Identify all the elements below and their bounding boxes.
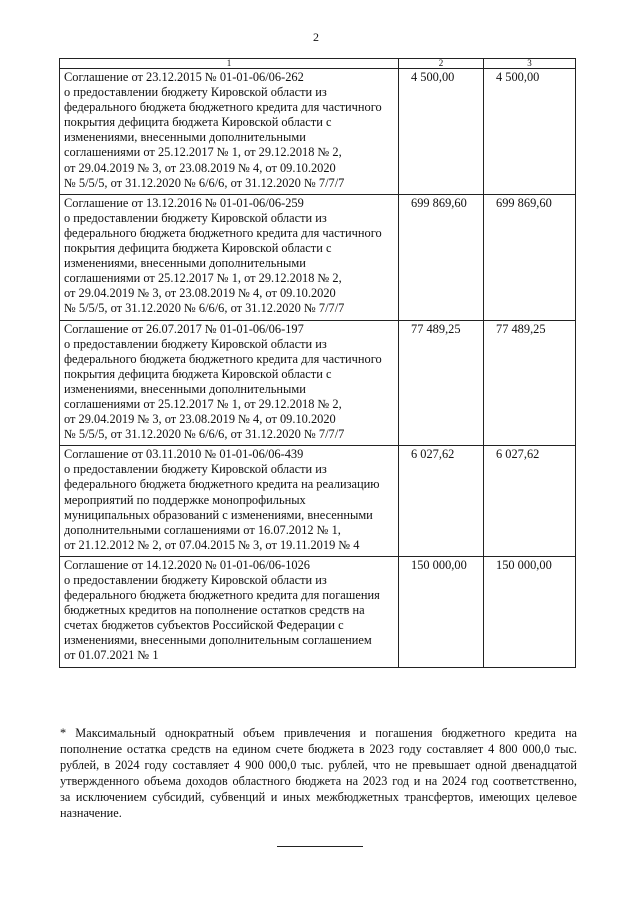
agreement-text-line: изменениями, внесенными дополнительными [64, 381, 306, 396]
agreement-text-line: о предоставлении бюджету Кировской области из [64, 336, 327, 351]
amount-col3: 4 500,00 [484, 69, 576, 195]
agreement-text-line: счетах бюджетов субъектов Российской Федерации с [64, 618, 344, 633]
agreement-text-line: от 01.07.2021 № 1 [64, 648, 159, 663]
amount-col2: 6 027,62 [399, 446, 484, 557]
amount-col2: 699 869,60 [399, 194, 484, 320]
column-header-3: 3 [484, 59, 576, 69]
column-header-1: 1 [60, 59, 399, 69]
agreement-text-line: федерального бюджета бюджетного кредита на реализацию [64, 477, 380, 492]
amount-col2: 4 500,00 [399, 69, 484, 195]
agreement-text-line: Соглашение от 26.07.2017 № 01-01-06/06-197 [64, 321, 304, 336]
agreement-text-line: соглашениями от 25.12.2017 № 1, от 29.12.2018 № 2, [64, 271, 342, 286]
agreement-text-line: федерального бюджета бюджетного кредита для погашения [64, 588, 380, 603]
agreement-text-line: № 5/5/5, от 31.12.2020 № 6/6/6, от 31.12.2020 № 7/7/7 [64, 301, 345, 316]
table-row [60, 194, 576, 320]
amount-col3: 6 027,62 [484, 446, 576, 557]
agreement-text-line: № 5/5/5, от 31.12.2020 № 6/6/6, от 31.12.2020 № 7/7/7 [64, 427, 345, 442]
agreement-text-line: о предоставлении бюджету Кировской области из [64, 462, 327, 477]
agreement-description [60, 446, 399, 557]
footnote-line: назначение. [60, 805, 122, 820]
footnote-line: * Максимальный однократный объем привлечения и погашения бюджетного кредита на [60, 726, 577, 740]
table-row [60, 556, 576, 667]
agreements-table [59, 58, 576, 668]
amount-col3: 699 869,60 [484, 194, 576, 320]
table-row [60, 69, 576, 195]
agreement-text-line: изменениями, внесенными дополнительными [64, 130, 306, 145]
agreement-text-line: о предоставлении бюджету Кировской области из [64, 573, 327, 587]
agreement-text-line: муниципальных образований с изменениями, внесенными [64, 507, 373, 522]
agreement-text-line: № 5/5/5, от 31.12.2020 № 6/6/6, от 31.12.2020 № 7/7/7 [64, 175, 345, 190]
column-header-2: 2 [399, 59, 484, 69]
amount-col2: 77 489,25 [399, 320, 484, 446]
agreement-text-line: о предоставлении бюджету Кировской области из [64, 210, 327, 225]
table-row [60, 446, 576, 557]
separator-line [277, 846, 363, 847]
agreement-text-line: от 29.04.2019 № 3, от 23.08.2019 № 4, от 09.10.2020 [64, 160, 336, 175]
agreement-text-line: от 29.04.2019 № 3, от 23.08.2019 № 4, от 09.10.2020 [64, 286, 336, 301]
agreement-text-line: федерального бюджета бюджетного кредита для частичного [64, 100, 382, 115]
agreement-text-line: Соглашение от 13.12.2016 № 01-01-06/06-259 [64, 195, 304, 210]
agreement-description [60, 69, 399, 195]
amount-col3: 77 489,25 [484, 320, 576, 446]
agreement-text-line: федерального бюджета бюджетного кредита для частичного [64, 225, 382, 240]
agreement-description [60, 556, 399, 667]
agreement-text-line: соглашениями от 25.12.2017 № 1, от 29.12.2018 № 2, [64, 145, 342, 160]
agreement-text-line: изменениями, внесенными дополнительными [64, 256, 306, 271]
agreement-text-line: дополнительными соглашениями от 16.07.2012 № 1, [64, 522, 341, 537]
footnote-line: рублей, в 2024 году составляет 4 900 000,0 тыс. рублей, что не превышает одной двенадцатой [60, 757, 577, 772]
amount-col3: 150 000,00 [484, 556, 576, 667]
agreement-description [60, 320, 399, 446]
footnote-line: за исключением субсидий, субвенций и иных межбюджетных трансфертов, имеющих целевое [60, 789, 577, 804]
agreement-text-line: Соглашение от 14.12.2020 № 01-01-06/06-1026 [64, 557, 310, 572]
agreement-text-line: покрытия дефицита бюджета Кировской области с [64, 241, 332, 256]
agreement-text-line: мероприятий по поддержке монопрофильных [64, 492, 306, 507]
agreement-text-line: федерального бюджета бюджетного кредита для частичного [64, 351, 382, 366]
footnote-line: пополнение остатка средств на едином счете бюджета в 2023 году составляет 4 800 000,0 тыс. [60, 741, 577, 756]
agreement-text-line: изменениями, внесенными дополнительным соглашением [64, 633, 372, 648]
agreement-text-line: покрытия дефицита бюджета Кировской области с [64, 115, 332, 130]
footnote [60, 726, 577, 821]
agreement-text-line: бюджетных кредитов на пополнение остатков средств на [64, 603, 365, 618]
amount-col2: 150 000,00 [399, 556, 484, 667]
page-number: 2 [313, 30, 319, 44]
agreement-text-line: соглашениями от 25.12.2017 № 1, от 29.12.2018 № 2, [64, 396, 342, 411]
agreement-text-line: от 21.12.2012 № 2, от 07.04.2015 № 3, от 19.11.2019 № 4 [64, 537, 360, 552]
agreement-description [60, 194, 399, 320]
agreement-text-line: покрытия дефицита бюджета Кировской области с [64, 366, 332, 381]
agreement-text-line: от 29.04.2019 № 3, от 23.08.2019 № 4, от 09.10.2020 [64, 412, 336, 427]
table-row [60, 320, 576, 446]
agreement-text-line: о предоставлении бюджету Кировской области из [64, 85, 327, 100]
column-number-row [60, 59, 576, 69]
agreement-text-line: Соглашение от 03.11.2010 № 01-01-06/06-439 [64, 447, 304, 462]
footnote-line: утвержденного объема доходов областного бюджета на 2023 год и на 2024 год соответственно, [60, 773, 577, 788]
agreement-text-line: Соглашение от 23.12.2015 № 01-01-06/06-262 [64, 70, 304, 84]
